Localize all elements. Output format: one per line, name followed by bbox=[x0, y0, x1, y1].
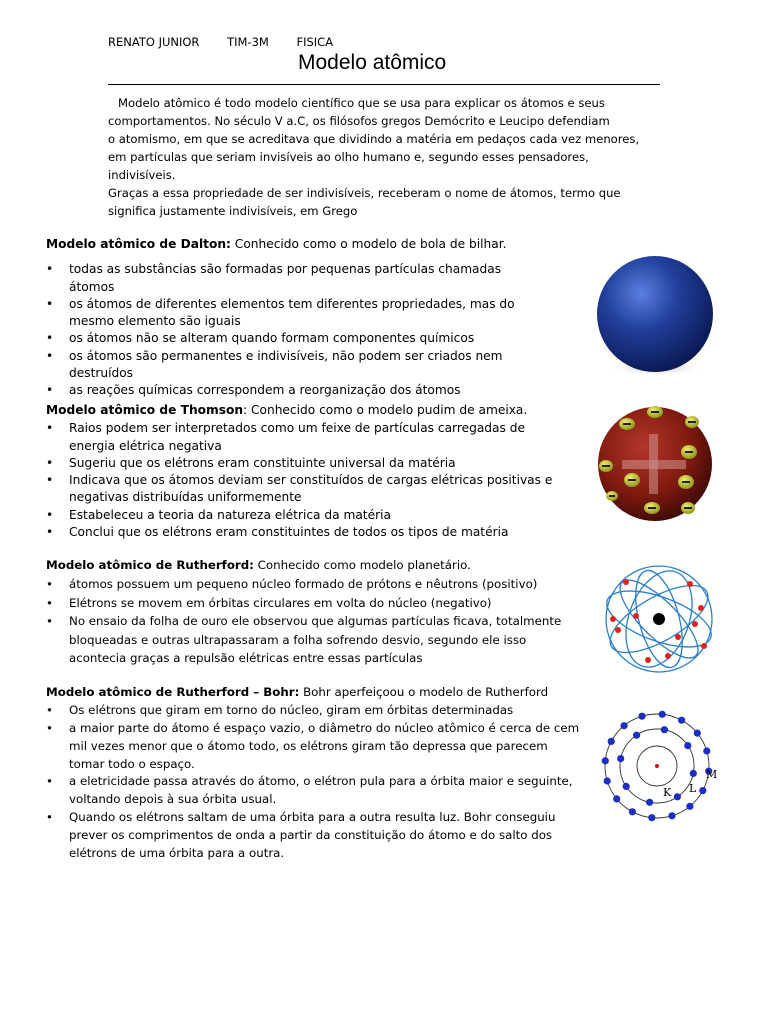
electron-dot bbox=[623, 783, 630, 790]
bohr-section bbox=[46, 684, 586, 862]
list-item: • Indicava que os átomos deviam ser constituídos de cargas elétricas positivas e negativas distribuídas uniformemente bbox=[46, 472, 556, 507]
list-item: • os átomos de diferentes elementos tem diferentes propriedades, mas do mesmo elemento são iguais bbox=[46, 296, 546, 331]
rutherford-planetary-image bbox=[598, 564, 720, 676]
electron-dot bbox=[678, 717, 685, 724]
list-item: • Estabeleceu a teoria da natureza elétrica da matéria bbox=[46, 507, 556, 524]
dalton-desc: Conhecido como o modelo de bola de bilhar. bbox=[230, 237, 507, 251]
electron-dot bbox=[604, 777, 611, 784]
bohr-shells-image bbox=[590, 710, 724, 822]
list-item: • Os elétrons que giram em torno do núcleo, giram em órbitas determinadas bbox=[46, 702, 586, 720]
electron-dot bbox=[684, 742, 691, 749]
electron-dot bbox=[659, 711, 666, 718]
author-name: RENATO JUNIOR bbox=[108, 35, 200, 49]
electron-dot bbox=[661, 726, 668, 733]
intro-line: comportamentos. No século V a.C, os filósofos gregos Demócrito e Leucipo defendiam bbox=[108, 114, 610, 128]
thomson-title: Modelo atômico de Thomson bbox=[46, 403, 244, 417]
list-item: • No ensaio da folha de ouro ele observou que algumas partículas ficava, totalmente bloqueadas e outras ultrapassaram a folha sofrendo desvio, segundo ele isso acontecia graças a repulsão elétricas entre essas partículas bbox=[46, 612, 586, 668]
shell-label-k: K bbox=[663, 786, 672, 799]
list-item: • os átomos são permanentes e indivisíveis, não podem ser criados nem destruídos bbox=[46, 348, 546, 383]
thomson-section bbox=[46, 402, 556, 541]
electron-dot bbox=[674, 793, 681, 800]
electron-dot bbox=[703, 747, 710, 754]
electron-dot bbox=[668, 812, 675, 819]
thomson-list bbox=[46, 420, 556, 541]
bohr-heading bbox=[46, 684, 586, 701]
shell-label-l: L bbox=[689, 782, 697, 795]
subject-name: FISICA bbox=[296, 35, 334, 49]
electron-dot bbox=[686, 803, 693, 810]
dalton-list bbox=[46, 261, 546, 399]
intro-line: Modelo atômico é todo modelo científico que se usa para explicar os átomos e seus bbox=[118, 96, 605, 110]
list-item: • os átomos não se alteram quando formam componentes químicos bbox=[46, 330, 546, 347]
dalton-title: Modelo atômico de Dalton: bbox=[46, 237, 231, 251]
electron-dot bbox=[617, 755, 624, 762]
bohr-list bbox=[46, 702, 586, 862]
electron-dot bbox=[694, 730, 701, 737]
intro-line: em partículas que seriam invisíveis ao olho humano e, segundo esses pensadores, indivisíveis. bbox=[108, 150, 589, 182]
intro-line: Graças a essa propriedade de ser indivisíveis, receberam o nome de átomos, termo que bbox=[108, 186, 621, 200]
list-item: • Quando os elétrons saltam de uma órbita para a outra resulta luz. Bohr conseguiu prever os comprimentos de onda a partir da constituição do átomo e do salto dos elétrons de uma órbita para a outra. bbox=[46, 809, 586, 862]
list-item: • Elétrons se movem em órbitas circulares em volta do núcleo (negativo) bbox=[46, 594, 586, 613]
thomson-desc: : Conhecido como o modelo pudim de ameixa. bbox=[243, 403, 528, 417]
electron-dot bbox=[613, 795, 620, 802]
shell-label-m: M bbox=[706, 768, 718, 781]
thomson-plum-pudding-image bbox=[594, 404, 716, 522]
dalton-section bbox=[46, 236, 546, 400]
list-item: • as reações químicas correspondem a reorganização dos átomos bbox=[46, 382, 546, 399]
electron-dot bbox=[602, 757, 609, 764]
dalton-sphere-image bbox=[592, 256, 718, 378]
electron-dot bbox=[646, 799, 653, 806]
electron-dot bbox=[690, 770, 697, 777]
rutherford-list bbox=[46, 575, 586, 668]
list-item: • Conclui que os elétrons eram constituintes de todos os tipos de matéria bbox=[46, 524, 556, 541]
list-item: • todas as substâncias são formadas por pequenas partículas chamadas átomos bbox=[46, 261, 546, 296]
rutherford-section bbox=[46, 557, 586, 668]
thomson-heading bbox=[46, 402, 556, 419]
page-title: Modelo atômico bbox=[298, 51, 447, 74]
electron-dot bbox=[629, 808, 636, 815]
electron-dot bbox=[621, 722, 628, 729]
document-header bbox=[108, 35, 357, 49]
electron-dot bbox=[633, 732, 640, 739]
list-item: • átomos possuem um pequeno núcleo formado de prótons e nêutrons (positivo) bbox=[46, 575, 586, 594]
intro-line: significa justamente indivisíveis, em Grego bbox=[108, 204, 358, 218]
bohr-title: Modelo atômico de Rutherford – Bohr: bbox=[46, 685, 300, 699]
class-code: TIM-3M bbox=[227, 35, 269, 49]
dalton-heading bbox=[46, 236, 546, 253]
electron-dot bbox=[648, 814, 655, 821]
bohr-desc: Bohr aperfeiçoou o modelo de Rutherford bbox=[299, 685, 549, 699]
rutherford-title: Modelo atômico de Rutherford: bbox=[46, 558, 254, 572]
list-item: • Raios podem ser interpretados como um feixe de partículas carregadas de energia elétrica negativa bbox=[46, 420, 556, 455]
title-divider bbox=[108, 84, 660, 85]
rutherford-desc: Conhecido como modelo planetário. bbox=[253, 558, 471, 572]
rutherford-heading bbox=[46, 557, 586, 574]
list-item: • Sugeriu que os elétrons eram constituinte universal da matéria bbox=[46, 455, 556, 472]
electron-dot bbox=[608, 738, 615, 745]
intro-paragraph bbox=[108, 94, 653, 220]
intro-line: o atomismo, em que se acreditava que dividindo a matéria em pedaços cada vez menores, bbox=[108, 132, 640, 146]
electron-dot bbox=[638, 713, 645, 720]
list-item: • a maior parte do átomo é espaço vazio, o diâmetro do núcleo atômico é cerca de cem mil vezes menor que o átomo todo, os elétrons giram tão depressa que parecem tomar todo o espaço. bbox=[46, 720, 586, 773]
electron-dot bbox=[699, 787, 706, 794]
list-item: • a eletricidade passa através do átomo, o elétron pula para a órbita maior e seguinte, voltando depois à sua órbita usual. bbox=[46, 773, 586, 809]
